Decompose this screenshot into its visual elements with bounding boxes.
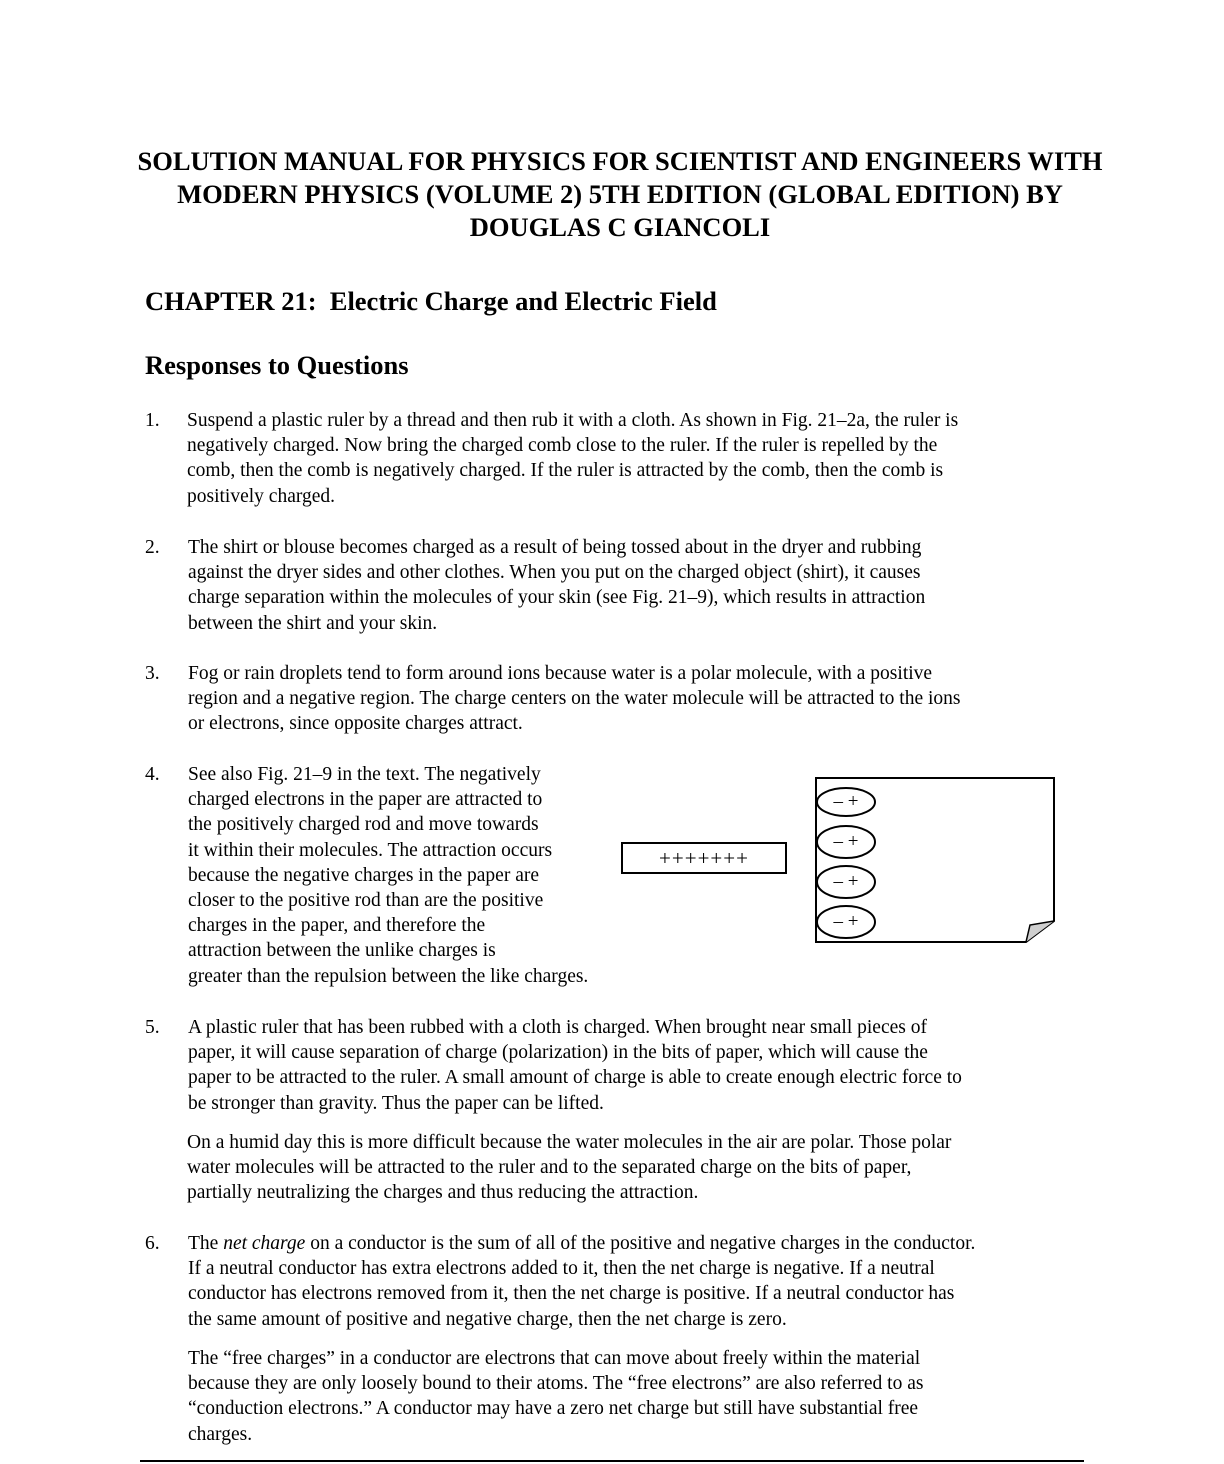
molecule-charge-label: – + bbox=[833, 871, 859, 892]
title-line-1: SOLUTION MANUAL FOR PHYSICS FOR SCIENTIST AND ENGINEERS WITH bbox=[137, 146, 1103, 176]
answer-line: negatively charged. Now bring the charged comb close to the ruler. If the ruler is repelled by the bbox=[187, 435, 938, 457]
answer-line: A plastic ruler that has been rubbed with a cloth is charged. When brought near small pieces of bbox=[188, 1017, 927, 1038]
answer-5 bbox=[188, 1015, 962, 1116]
answer-text: The bbox=[188, 1233, 224, 1254]
answer-line: because the negative charges in the paper are bbox=[188, 864, 539, 886]
molecule-charge-label: – + bbox=[833, 831, 859, 852]
title-line-2: MODERN PHYSICS (VOLUME 2) 5TH EDITION (GLOBAL EDITION) BY bbox=[177, 179, 1063, 209]
answer-line: the same amount of positive and negative charge, then the net charge is zero. bbox=[188, 1308, 787, 1330]
answer-line: charge separation within the molecules of your skin (see Fig. 21–9), which results in attraction bbox=[188, 587, 926, 609]
footer-divider bbox=[140, 1460, 1084, 1462]
answer-6 bbox=[188, 1231, 975, 1332]
question-number-5: 5. bbox=[145, 1017, 160, 1038]
answer-line: charges in the paper, and therefore the bbox=[188, 915, 486, 937]
chapter-heading: CHAPTER 21: Electric Charge and Electric Field bbox=[145, 286, 717, 316]
answer-line: against the dryer sides and other clothes. When you put on the charged object (shirt), it causes bbox=[188, 562, 921, 584]
answer-line: positively charged. bbox=[187, 485, 336, 507]
answer-line: attraction between the unlike charges is bbox=[188, 940, 496, 962]
answer-line: See also Fig. 21–9 in the text. The negatively bbox=[188, 764, 541, 785]
answer-1 bbox=[187, 408, 958, 509]
answer-line: comb, then the comb is negatively charged. If the ruler is attracted by the comb, then the comb is bbox=[187, 460, 944, 482]
molecule-charge-label: – + bbox=[833, 791, 859, 812]
question-number-6: 6. bbox=[145, 1233, 160, 1254]
answer-line: because they are only loosely bound to their atoms. The “free electrons” are also referred to as bbox=[188, 1373, 924, 1395]
answer-line: closer to the positive rod than are the positive bbox=[188, 890, 544, 912]
question-number-4: 4. bbox=[145, 764, 160, 785]
title-line-3: DOUGLAS C GIANCOLI bbox=[469, 212, 771, 242]
answer-3 bbox=[188, 661, 960, 737]
answer-4 bbox=[188, 762, 588, 989]
section-heading: Responses to Questions bbox=[145, 350, 409, 380]
answer-line: paper to be attracted to the ruler. A small amount of charge is able to create enough electric force to bbox=[188, 1067, 962, 1089]
answer-line: it within their molecules. The attraction occurs bbox=[188, 839, 553, 861]
answer-line: The shirt or blouse becomes charged as a result of being tossed about in the dryer and rubbing bbox=[188, 537, 922, 558]
answer-line: the positively charged rod and move towards bbox=[188, 814, 539, 836]
molecule-charge-label: – + bbox=[833, 911, 859, 932]
question-number-2: 2. bbox=[145, 537, 160, 558]
answer-2 bbox=[188, 535, 925, 636]
answer-line bbox=[188, 1231, 975, 1256]
answer-line: “conduction electrons.” A conductor may have a zero net charge but still have substantial free bbox=[188, 1398, 919, 1420]
answer-line: greater than the repulsion between the like charges. bbox=[188, 965, 589, 987]
answer-line: water molecules will be attracted to the ruler and to the separated charge on the bits of paper, bbox=[187, 1157, 912, 1179]
answer-line: be stronger than gravity. Thus the paper can be lifted. bbox=[188, 1092, 604, 1114]
rod-charge-label: +++++++ bbox=[659, 845, 749, 870]
answer-line: On a humid day this is more difficult because the water molecules in the air are polar. Those polar bbox=[187, 1132, 952, 1153]
question-number-3: 3. bbox=[145, 663, 160, 684]
answer-line: Fog or rain droplets tend to form around ions because water is a polar molecule, with a positive bbox=[188, 663, 933, 684]
answer-line: Suspend a plastic ruler by a thread and then rub it with a cloth. As shown in Fig. 21–2a, the ruler is bbox=[187, 410, 959, 431]
question-number-1: 1. bbox=[145, 410, 160, 431]
answer-line: between the shirt and your skin. bbox=[188, 612, 438, 634]
answer-line: or electrons, since opposite charges attract. bbox=[188, 713, 523, 735]
answer-6-continued bbox=[188, 1346, 923, 1447]
answer-line: partially neutralizing the charges and thus reducing the attraction. bbox=[187, 1182, 699, 1204]
answer-line: conductor has electrons removed from it, then the net charge is positive. If a neutral conductor has bbox=[188, 1283, 955, 1305]
answer-line: region and a negative region. The charge centers on the water molecule will be attracted to the ions bbox=[188, 688, 961, 710]
answer-text: on a conductor is the sum of all of the positive and negative charges in the conductor. bbox=[305, 1233, 976, 1254]
answer-line: paper, it will cause separation of charge (polarization) in the bits of paper, which will cause the bbox=[188, 1042, 928, 1064]
answer-line: charged electrons in the paper are attracted to bbox=[188, 789, 543, 811]
answer-line: charges. bbox=[188, 1423, 253, 1445]
emphasized-term: net charge bbox=[223, 1233, 306, 1254]
answer-line: If a neutral conductor has extra electrons added to it, then the net charge is negative. If a neutral bbox=[188, 1258, 935, 1280]
charged-rod bbox=[621, 842, 787, 874]
answer-5-continued bbox=[187, 1130, 951, 1206]
document-title bbox=[90, 145, 1150, 244]
answer-line: The “free charges” in a conductor are electrons that can move about freely within the material bbox=[188, 1348, 921, 1369]
